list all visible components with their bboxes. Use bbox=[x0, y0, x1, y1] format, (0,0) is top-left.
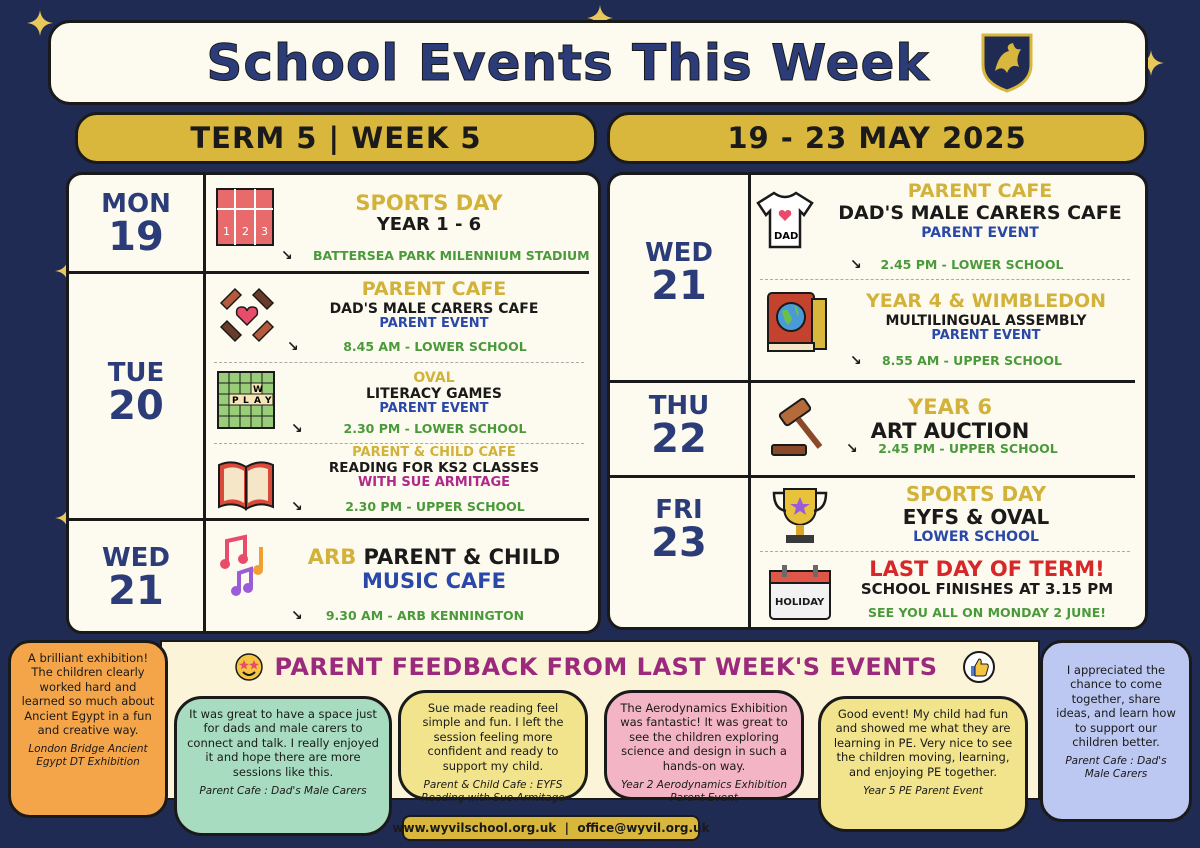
event-location: 8.45 AM - LOWER SCHOOL bbox=[343, 339, 527, 354]
day-label-monday: MON 19 bbox=[101, 189, 171, 260]
svg-text:P: P bbox=[232, 396, 239, 406]
feedback-heading-row bbox=[195, 650, 1035, 684]
event-location: 2.30 PM - LOWER SCHOOL bbox=[343, 421, 527, 436]
event-reading-cafe: PARENT & CHILD CAFE READING FOR KS2 CLASSES WITH SUE ARMITAGE bbox=[328, 445, 540, 491]
svg-text:DAD: DAD bbox=[774, 231, 799, 242]
day-label-tuesday: TUE 20 bbox=[107, 358, 165, 429]
book-icon bbox=[215, 455, 277, 513]
school-crest-icon bbox=[979, 31, 1035, 93]
svg-text:Y: Y bbox=[265, 396, 272, 406]
svg-text:W: W bbox=[253, 385, 263, 395]
event-location: 2.45 PM - LOWER SCHOOL bbox=[880, 257, 1064, 272]
day-label-wednesday: WED 21 bbox=[101, 543, 171, 614]
contact-footer[interactable]: www.wyvilschool.org.uk | office@wyvil.org.uk bbox=[402, 815, 700, 841]
event-location: 9.30 AM - ARB KENNINGTON bbox=[325, 608, 525, 623]
title-banner bbox=[48, 20, 1148, 105]
arrow-icon: ↘ bbox=[291, 608, 303, 624]
day-label-wednesday: WED 21 bbox=[644, 238, 714, 309]
feedback-bubble: The Aerodynamics Exhibition was fantastic! It was great to see the children exploring science and design in such a hands-on way. Year 2 Aerodynamics Exhibition Parent Event bbox=[604, 690, 804, 800]
arrow-icon: ↘ bbox=[291, 421, 303, 437]
event-art-auction: YEAR 6 ART AUCTION bbox=[870, 395, 1030, 444]
day-label-thursday: THU 22 bbox=[648, 391, 710, 462]
music-notes-icon bbox=[217, 533, 281, 597]
svg-text:A: A bbox=[254, 396, 261, 406]
event-last-day-of-term: LAST DAY OF TERM! SCHOOL FINISHES AT 3.15 PM SEE YOU ALL ON MONDAY 2 JUNE! bbox=[860, 557, 1114, 621]
holiday-calendar-icon bbox=[768, 563, 832, 621]
star-eyes-emoji-icon bbox=[234, 652, 264, 682]
event-sports-day: SPORTS DAY YEAR 1 - 6 bbox=[355, 191, 503, 236]
event-location: 2.45 PM - UPPER SCHOOL bbox=[878, 441, 1058, 456]
event-eyfs-sports-day: SPORTS DAY EYFS & OVAL LOWER SCHOOL bbox=[902, 482, 1050, 545]
trophy-icon bbox=[770, 483, 830, 547]
event-location: BATTERSEA PARK MILENNIUM STADIUM bbox=[313, 248, 590, 263]
svg-text:3: 3 bbox=[261, 225, 268, 238]
event-location: 2.30 PM - UPPER SCHOOL bbox=[345, 499, 525, 514]
event-location: 8.55 AM - UPPER SCHOOL bbox=[881, 353, 1063, 368]
svg-text:L: L bbox=[243, 396, 249, 406]
feedback-bubble: I appreciated the chance to come together, share ideas, and learn how to support our children better. Parent Cafe : Dad's Male Carers bbox=[1040, 640, 1192, 822]
page-title: School Events This Week bbox=[206, 33, 930, 92]
arrow-icon: ↘ bbox=[846, 441, 858, 457]
arrow-icon: ↘ bbox=[291, 499, 303, 515]
feedback-bubble: Sue made reading feel simple and fun. I left the session feeling more confident and ready to support my child. Parent & Child Cafe : EYFS Reading with Sue Armitage bbox=[398, 690, 588, 800]
heart-hands-icon bbox=[215, 283, 279, 347]
day-label-friday: FRI 23 bbox=[651, 495, 707, 566]
arrow-icon: ↘ bbox=[281, 248, 293, 264]
event-dads-cafe-wed: PARENT CAFE DAD'S MALE CARERS CAFE PARENT EVENT bbox=[838, 180, 1122, 241]
feedback-bubble: Good event! My child had fun and showed me what they are learning in PE. Very nice to see the children moving, learning, and enjoying PE together. Year 5 PE Parent Event bbox=[818, 696, 1028, 832]
svg-text:2: 2 bbox=[242, 225, 249, 238]
left-schedule-card bbox=[66, 172, 601, 634]
arrow-icon: ↘ bbox=[287, 339, 299, 355]
globe-book-icon bbox=[760, 287, 830, 357]
event-oval-literacy: OVAL LITERACY GAMES PARENT EVENT bbox=[365, 370, 503, 417]
thumbs-up-icon bbox=[962, 650, 996, 684]
tshirt-icon bbox=[756, 189, 814, 251]
running-track-icon bbox=[213, 185, 277, 249]
right-schedule-card bbox=[607, 172, 1148, 630]
svg-text:1: 1 bbox=[223, 225, 230, 238]
event-music-cafe: ARB PARENT & CHILD MUSIC CAFE bbox=[307, 545, 561, 594]
feedback-bubble: A brilliant exhibition! The children clearly worked hard and learned so much about Ancient Egypt in a fun and creative way. London Bridge Ancient Egypt DT Exhibition bbox=[8, 640, 168, 818]
feedback-title: PARENT FEEDBACK FROM LAST WEEK'S EVENTS bbox=[274, 653, 938, 681]
feedback-bubble: It was great to have a space just for dads and male carers to connect and talk. I really enjoyed it and hope there are more sessions like this. Parent Cafe : Dad's Male Carers bbox=[174, 696, 392, 836]
svg-text:HOLIDAY: HOLIDAY bbox=[775, 597, 825, 608]
event-dads-cafe-tue: PARENT CAFE DAD'S MALE CARERS CAFE PARENT EVENT bbox=[329, 278, 539, 331]
term-week-banner: TERM 5 | WEEK 5 bbox=[75, 112, 597, 164]
date-range-banner: 19 - 23 MAY 2025 bbox=[607, 112, 1147, 164]
gavel-icon bbox=[766, 395, 832, 461]
arrow-icon: ↘ bbox=[850, 353, 862, 369]
arrow-icon: ↘ bbox=[850, 257, 862, 273]
event-multilingual-assembly: YEAR 4 & WIMBLEDON MULTILINGUAL ASSEMBLY PARENT EVENT bbox=[865, 290, 1107, 343]
crossword-icon bbox=[216, 370, 276, 430]
